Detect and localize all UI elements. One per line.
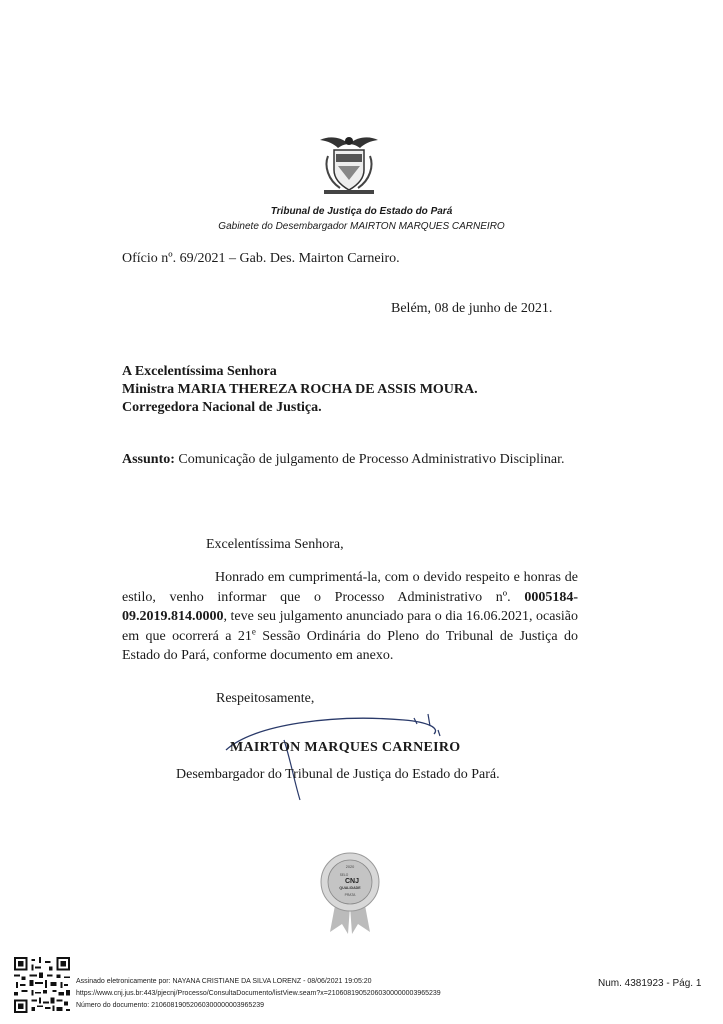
footer-document-number: Número do documento: 21060819052060300000003965239	[76, 1002, 264, 1009]
court-name: Tribunal de Justiça do Estado do Pará	[270, 206, 453, 217]
subject	[122, 451, 578, 469]
recipient-line: A Excelentíssima Senhora	[122, 364, 277, 379]
body-paragraph	[122, 568, 578, 666]
body-text: Honrado em cumprimentá-la, com o devido respeito e honras de estilo, venho informar que o Processo Administrativo nº.	[122, 570, 578, 605]
seal-line3: QUALIDADE	[339, 886, 361, 890]
chamber-name: Gabinete do Desembargador MAIRTON MARQUES CARNEIRO	[218, 221, 505, 232]
seal-line2: CNJ	[344, 878, 360, 885]
signer-name: MAIRTON MARQUES CARNEIRO	[230, 740, 461, 755]
quality-seal-icon	[318, 852, 382, 934]
subject-text: Comunicação de julgamento de Processo Administrativo Disciplinar.	[178, 452, 565, 467]
signer-title: Desembargador do Tribunal de Justiça do Estado do Pará.	[176, 767, 500, 782]
process-number: 0005184-09.2019.814.0000	[122, 589, 578, 624]
ordinal-suffix: e	[251, 625, 256, 636]
body-text: , teve seu julgamento anunciado para o dia 16.06.2021, ocasião em que ocorrerá a 21	[122, 609, 578, 644]
recipient-line: Corregedora Nacional de Justiça.	[122, 400, 322, 415]
body-text: Sessão Ordinária do Pleno do Tribunal de Justiça do Estado do Pará, conforme documento em anexo.	[122, 628, 578, 663]
office-number: Ofício nº. 69/2021 – Gab. Des. Mairton Carneiro.	[122, 251, 400, 266]
subject-label: Assunto:	[122, 452, 175, 467]
recipient-line: Ministra MARIA THEREZA ROCHA DE ASSIS MOURA.	[122, 382, 478, 397]
seal-year: 2020	[345, 865, 355, 869]
page-reference: Num. 4381923 - Pág. 1	[598, 978, 702, 989]
qr-code-icon	[14, 957, 70, 1013]
footer-signed-by: Assinado eletronicamente por: NAYANA CRISTIANE DA SILVA LORENZ - 08/06/2021 19:05:20	[76, 978, 372, 985]
coat-of-arms-icon	[318, 130, 380, 196]
handwritten-signature	[214, 710, 474, 805]
salutation: Excelentíssima Senhora,	[206, 537, 344, 552]
footer-url[interactable]: https://www.cnj.jus.br:443/pjecnj/Processo/ConsultaDocumento/listView.seam?x=21060819052060300000003965239	[76, 990, 441, 997]
seal-tier: PRATA	[344, 893, 356, 897]
place-date: Belém, 08 de junho de 2021.	[391, 301, 553, 316]
closing: Respeitosamente,	[216, 691, 315, 706]
seal-line1: SELO	[339, 873, 349, 877]
